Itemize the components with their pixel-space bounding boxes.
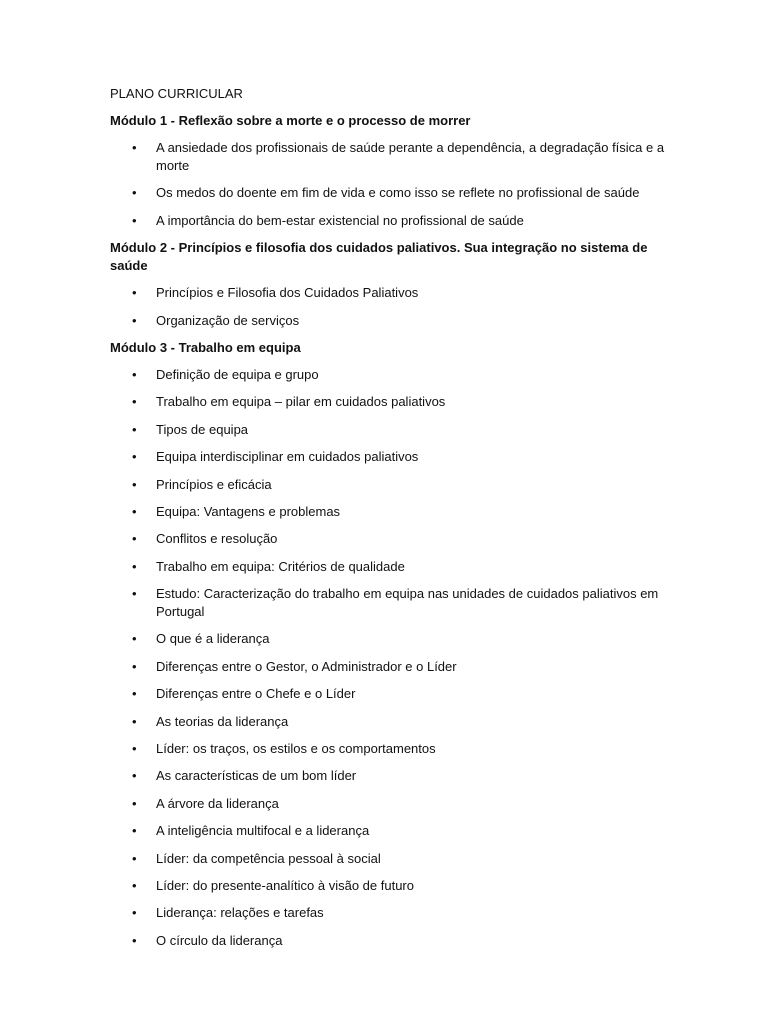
bullet-list (110, 284, 670, 329)
bullet-icon: • (132, 850, 137, 866)
list-item (110, 713, 670, 731)
bullet-icon: • (132, 741, 137, 757)
list-item-text: Tipos de equipa (156, 421, 249, 437)
list-item-text: Definição de equipa e grupo (156, 366, 319, 382)
list-item (110, 212, 670, 230)
list-item (110, 932, 670, 950)
bullet-icon: • (132, 877, 137, 893)
bullet-icon: • (132, 631, 137, 647)
list-item (110, 822, 670, 840)
module-heading: Módulo 1 - Reflexão sobre a morte e o processo de morrer (110, 113, 471, 128)
list-item (110, 448, 670, 466)
modules-container (110, 112, 670, 950)
bullet-icon: • (132, 312, 137, 328)
bullet-icon: • (132, 795, 137, 811)
module-section-3 (110, 339, 670, 950)
bullet-icon: • (132, 476, 137, 492)
list-item-text: Organização de serviços (156, 312, 300, 328)
list-item (110, 366, 670, 384)
bullet-list (110, 366, 670, 950)
list-item (110, 850, 670, 868)
list-item (110, 312, 670, 330)
list-item (110, 585, 670, 621)
list-item (110, 530, 670, 548)
list-item-text: Diferenças entre o Chefe e o Líder (156, 686, 356, 702)
list-item (110, 630, 670, 648)
bullet-icon: • (132, 713, 137, 729)
list-item-text: Equipa: Vantagens e problemas (156, 503, 341, 519)
bullet-icon: • (132, 932, 137, 948)
list-item (110, 740, 670, 758)
bullet-icon: • (132, 586, 137, 602)
module-section-2 (110, 239, 670, 329)
document-title: PLANO CURRICULAR (110, 86, 243, 101)
list-item (110, 421, 670, 439)
list-item-text: O que é a liderança (156, 631, 270, 647)
bullet-icon: • (132, 558, 137, 574)
list-item-text: As teorias da liderança (156, 713, 289, 729)
list-item (110, 476, 670, 494)
list-item (110, 685, 670, 703)
list-item-text: Trabalho em equipa: Critérios de qualidade (156, 558, 405, 574)
list-item (110, 139, 670, 175)
list-item (110, 658, 670, 676)
list-item (110, 503, 670, 521)
module-section-1 (110, 112, 670, 230)
list-item (110, 877, 670, 895)
bullet-list (110, 139, 670, 230)
bullet-icon: • (132, 449, 137, 465)
bullet-icon: • (132, 768, 137, 784)
bullet-icon: • (132, 905, 137, 921)
bullet-icon: • (132, 421, 137, 437)
list-item-text: Líder: da competência pessoal à social (156, 850, 381, 866)
list-item-text: Líder: do presente-analítico à visão de futuro (156, 877, 414, 893)
list-item-text: Trabalho em equipa – pilar em cuidados paliativos (156, 394, 446, 410)
list-item-text: A árvore da liderança (156, 795, 279, 811)
list-item-text: Liderança: relações e tarefas (156, 905, 324, 921)
list-item-text: Princípios e Filosofia dos Cuidados Paliativos (156, 285, 419, 301)
document-content (110, 85, 670, 959)
list-item (110, 767, 670, 785)
list-item-text: Princípios e eficácia (156, 476, 272, 492)
list-item (110, 393, 670, 411)
bullet-icon: • (132, 140, 137, 155)
list-item-text: As características de um bom líder (156, 768, 357, 784)
bullet-icon: • (132, 366, 137, 382)
list-item-text: Conflitos e resolução (156, 531, 278, 547)
bullet-icon: • (132, 185, 137, 201)
bullet-icon: • (132, 503, 137, 519)
list-item (110, 184, 670, 202)
bullet-icon: • (132, 212, 137, 228)
list-item (110, 284, 670, 302)
list-item (110, 558, 670, 576)
list-item-text: Líder: os traços, os estilos e os comportamentos (156, 741, 436, 757)
list-item-text: A ansiedade dos profissionais de saúde perante a dependência, a degradação física e a morte (156, 140, 665, 173)
list-item (110, 795, 670, 813)
bullet-icon: • (132, 285, 137, 301)
bullet-icon: • (132, 823, 137, 839)
bullet-icon: • (132, 686, 137, 702)
list-item-text: O círculo da liderança (156, 932, 283, 948)
list-item (110, 904, 670, 922)
list-item-text: Os medos do doente em fim de vida e como isso se reflete no profissional de saúde (156, 185, 640, 201)
list-item-text: Estudo: Caracterização do trabalho em equipa nas unidades de cuidados paliativos em Portugal (156, 586, 659, 620)
module-heading: Módulo 3 - Trabalho em equipa (110, 339, 301, 355)
bullet-icon: • (132, 531, 137, 547)
list-item-text: Equipa interdisciplinar em cuidados paliativos (156, 449, 419, 465)
module-heading: Módulo 2 - Princípios e filosofia dos cuidados paliativos. Sua integração no sistema de saúde (110, 240, 648, 274)
bullet-icon: • (132, 658, 137, 674)
list-item-text: Diferenças entre o Gestor, o Administrador e o Líder (156, 658, 457, 674)
list-item-text: A inteligência multifocal e a liderança (156, 823, 370, 839)
bullet-icon: • (132, 394, 137, 410)
list-item-text: A importância do bem-estar existencial no profissional de saúde (156, 212, 524, 228)
